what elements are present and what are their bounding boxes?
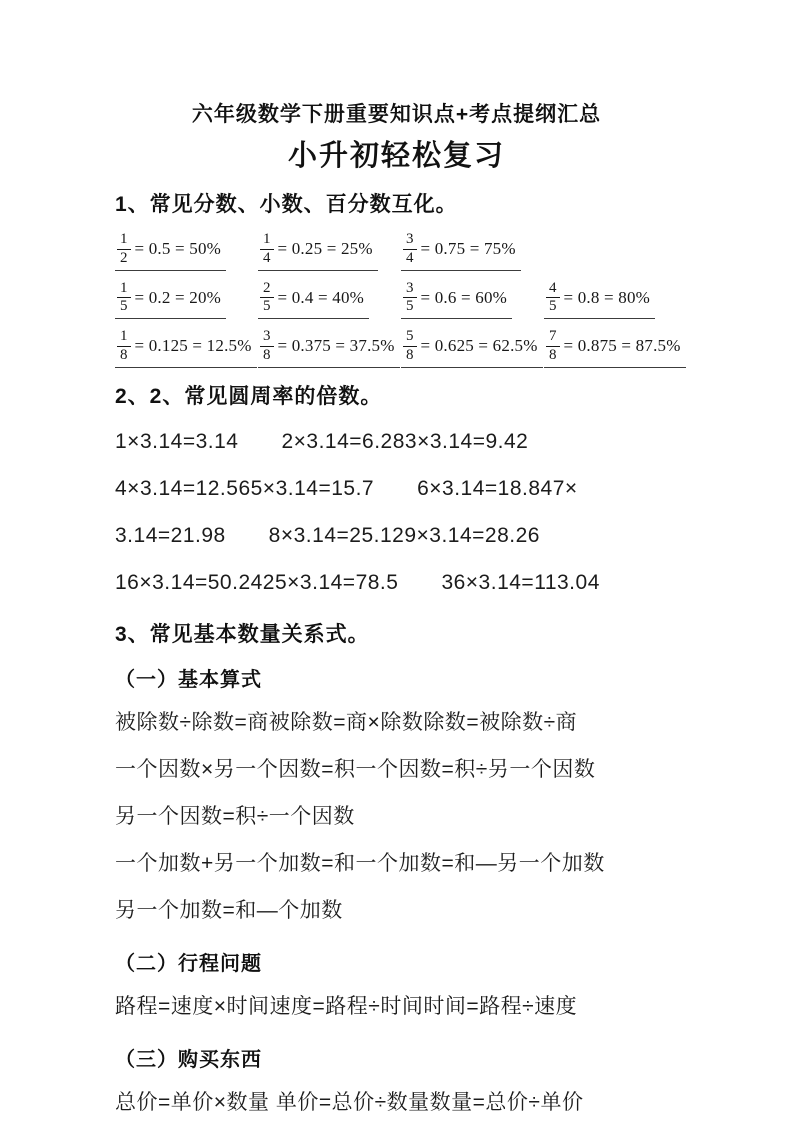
fraction: $\frac{1}{5}$: [117, 281, 131, 316]
fraction: $\frac{2}{5}$: [260, 281, 274, 316]
fraction-cell: [115, 279, 226, 320]
shopping-formulas-block: [115, 1079, 678, 1122]
fraction-cell: [258, 279, 369, 320]
fraction-equals: = 0.875 = 87.5%: [563, 336, 681, 356]
fraction-row: [115, 327, 681, 368]
pi-line: 1×3.14=3.14 2×3.14=6.283×3.14=9.42: [115, 429, 529, 453]
travel-formulas-block: [115, 983, 678, 1030]
fraction-cell: [115, 327, 257, 368]
formula-line: 一个加数+另一个加数=和一个加数=和—另一个加数: [115, 851, 605, 875]
fraction-cell: [258, 327, 400, 368]
fraction: $\frac{3}{5}$: [403, 281, 417, 316]
formula-line: 另一个加数=和—个加数: [115, 898, 343, 922]
fraction: $\frac{4}{5}$: [546, 281, 560, 316]
fraction: $\frac{3}{4}$: [403, 232, 417, 267]
fraction: $\frac{3}{8}$: [260, 329, 274, 364]
fraction: $\frac{1}{2}$: [117, 232, 131, 267]
pi-line: 16×3.14=50.2425×3.14=78.5 36×3.14=113.04: [115, 570, 600, 594]
formula-line: 一个因数×另一个因数=积一个因数=积÷另一个因数: [115, 757, 596, 781]
fraction-row: [115, 279, 678, 320]
subsection-shopping-heading: （三）购买东西: [115, 1048, 262, 1071]
fraction-table: [115, 230, 681, 368]
fraction-cell: [401, 230, 521, 271]
fraction-equals: = 0.125 = 12.5%: [134, 336, 252, 356]
formula-line: 另一个因数=积÷一个因数: [115, 804, 355, 828]
fraction-cell: [401, 327, 543, 368]
fraction-equals: = 0.2 = 20%: [134, 287, 222, 307]
document-subtitle: 小升初轻松复习: [287, 140, 505, 172]
fraction: $\frac{7}{8}$: [546, 329, 560, 364]
pi-line: 4×3.14=12.565×3.14=15.7 6×3.14=18.847×: [115, 476, 578, 500]
document-content: [115, 190, 681, 1122]
fraction-row: [115, 230, 678, 271]
document-title: 六年级数学下册重要知识点+考点提纲汇总: [191, 103, 602, 126]
subsection-travel-heading: （二）行程问题: [115, 952, 262, 975]
fraction-equals: = 0.5 = 50%: [134, 239, 222, 259]
formula-line: 被除数÷除数=商被除数=商×除数除数=被除数÷商: [115, 710, 578, 734]
fraction-equals: = 0.625 = 62.5%: [420, 336, 538, 356]
fraction-cell: [544, 327, 686, 368]
fraction: $\frac{1}{8}$: [117, 329, 131, 364]
fraction: $\frac{5}{8}$: [403, 329, 417, 364]
section-fractions-heading: 1、常见分数、小数、百分数互化。: [115, 193, 458, 216]
fraction-equals: = 0.8 = 80%: [563, 287, 651, 307]
fraction-cell: [115, 230, 226, 271]
fraction-cell: [401, 279, 512, 320]
pi-multiples-block: [115, 418, 678, 606]
section-relations-heading: 3、常见基本数量关系式。: [115, 622, 370, 646]
section-pi-heading: 2、2、常见圆周率的倍数。: [115, 384, 383, 408]
fraction-equals: = 0.6 = 60%: [420, 287, 508, 307]
fraction-equals: = 0.375 = 37.5%: [277, 336, 395, 356]
fraction-equals: = 0.75 = 75%: [420, 239, 516, 259]
fraction-cell: [258, 230, 378, 271]
basic-formulas-block: [115, 699, 678, 934]
fraction-cell: [544, 279, 655, 320]
fraction: $\frac{1}{4}$: [260, 232, 274, 267]
subsection-basic-heading: （一）基本算式: [115, 668, 262, 691]
formula-line: 总价=单价×数量 单价=总价÷数量数量=总价÷单价: [115, 1090, 584, 1114]
fraction-equals: = 0.25 = 25%: [277, 239, 373, 259]
formula-line: 路程=速度×时间速度=路程÷时间时间=路程÷速度: [115, 994, 578, 1018]
pi-line: 3.14=21.98 8×3.14=25.129×3.14=28.26: [115, 523, 540, 547]
fraction-equals: = 0.4 = 40%: [277, 287, 365, 307]
